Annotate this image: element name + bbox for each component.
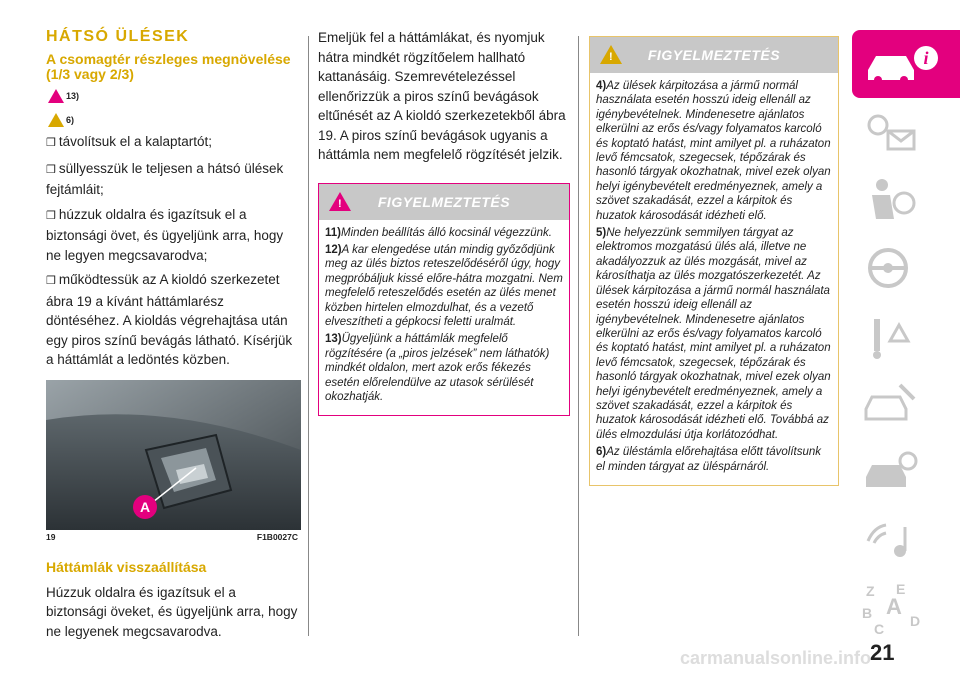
subsection-title-2: Háttámlák visszaállítása [46, 558, 207, 575]
svg-text:D: D [910, 613, 921, 629]
car-spec-icon [860, 447, 920, 497]
sidebar-item-safety[interactable] [850, 166, 960, 234]
svg-text:i: i [923, 48, 929, 68]
warning-item: 6)Az üléstámla előrehajtása előtt távolítsunk el minden tárgyat az üléspárnáról. [596, 446, 822, 473]
subsection-title: A csomagtér részleges megnövelése (1/3 vagy 2/3) [46, 51, 291, 82]
warning-item: 12)A kar elengedése után mindig győződjünk meg az ülés biztos reteszelődéséről úgy, hogy megpróbáljuk kissé előre-hátra mozgatni. Nem megfelelő reteszelődés esetén az ülés menet közben hirtelen elmozdulhat, és a vezető elveszítheti a gépkocsi feletti uralmát. [325, 243, 563, 328]
svg-text:Z: Z [866, 583, 875, 599]
figure-number: 19 [46, 531, 56, 542]
warning-header: ! FIGYELMEZTETÉS [590, 37, 838, 73]
airbag-icon [860, 175, 920, 225]
figure-code: F1B0027C [256, 531, 298, 542]
page-number: 21 [870, 640, 895, 665]
warning-box [318, 183, 570, 417]
sidebar-item-specifications[interactable] [850, 438, 960, 506]
checkbox-bullet-icon: ❒ [46, 163, 59, 176]
caution-triangle-icon [48, 113, 64, 127]
car-info-icon [862, 40, 942, 88]
seat-release-illustration [46, 380, 301, 530]
warning-item: 11)Minden beállítás álló kocsinál végezzünk. [325, 226, 552, 239]
warning-title: FIGYELMEZTETÉS [647, 47, 781, 63]
figure-label-a: A [139, 498, 151, 515]
checkbox-bullet-icon: ❒ [46, 275, 59, 287]
chapter-sidebar [850, 30, 960, 642]
svg-text:C: C [874, 621, 885, 636]
sidebar-item-index[interactable] [850, 574, 960, 642]
sidebar-item-starting[interactable] [850, 234, 960, 302]
figure-19 [46, 380, 301, 530]
column-divider [308, 36, 309, 636]
warning-triangle-icon [48, 89, 64, 103]
sidebar-item-emergency[interactable] [850, 302, 960, 370]
warning-item: 4)Az ülések kárpitozása a jármű normál használata esetén hosszú ideig ellenáll az igénybevételnek. Mindenesetre ajánlatos elkerülni az erős és/vagy folyamatos karcoló és koptató hatást, mint amilyet pl. a ruházaton levő fémcsatok, szegecsek, tépőzárak és hasonló tárgyak okozhatnak, mivel ezek olyan helyi igénybevételt eredményeznek, amely a szövet szakadását, ezzel a kárpitok és huzatok károsodását idézheti elő. [596, 80, 831, 222]
warning-lights-icon [860, 107, 920, 157]
index-icon [860, 580, 930, 636]
warning-title: FIGYELMEZTETÉS [377, 193, 511, 210]
checkbox-bullet-icon: ❒ [46, 137, 59, 149]
paragraph: Emeljük fel a háttámlákat, és nyomjuk hátra mindkét rögzítőelem hallható kattanásáig. Szemrevételezéssel ellenőrizzük a piros színű bevágások eltűnését az A kioldó szerkezetekből ábra 19. A piros színű bevágások ugyanis a háttámla nem megfelelő rögzítését jelzik. [318, 30, 566, 162]
checkbox-bullet-icon: ❒ [46, 209, 59, 222]
section-title: HÁTSÓ ÜLÉSEK [46, 28, 190, 45]
warning-item: 5)Ne helyezzünk semmilyen tárgyat az elektromos mozgatású ülés alá, illetve ne akadályozzuk az ülés mozgását, mivel az károsíthatja az ülés mozgatószerkezetét. Az ülések kárpitozása a jármű normál használata esetén hosszú ideig ellenáll az igénybevételnek. Mindenesetre ajánlatos elkerülni az erős és/vagy folyamatos karcoló és koptató hatást, mint amilyet pl. a ruházaton levő fémcsatok, szegecsek, tépőzárak és hasonló tárgyak okozhatnak, mivel ezek olyan helyi igénybevételt eredményeznek, amely a szövet szakadását, ezzel a kárpitok és huzatok károsodását idézheti elő. Továbbá az ülés elmozdulási útja korlátozódhat. [596, 227, 831, 441]
svg-text:E: E [896, 581, 906, 597]
warning-box [589, 36, 839, 486]
right-column [589, 36, 839, 486]
warning-header: ! FIGYELMEZTETÉS [319, 184, 569, 220]
sidebar-item-car-info[interactable] [852, 30, 960, 98]
sidebar-item-warning-lights[interactable] [850, 98, 960, 166]
paragraph-2: Húzzuk oldalra és igazítsuk el a biztonsági öveket, és ügyeljünk arra, hogy ne legyenek megcsavarodva. [46, 584, 298, 639]
figure-caption [46, 532, 298, 542]
bullet-item: ❒ húzzuk oldalra és igazítsuk el a biztonsági övet, és ügyeljünk arra, hogy ne legyen megcsavarodva; [46, 206, 284, 263]
bullet-item: ❒ távolítsuk el a kalaptartót; [46, 134, 213, 149]
car-service-icon [860, 379, 920, 429]
svg-text:A: A [886, 594, 902, 619]
breakdown-icon [860, 311, 920, 361]
warning-ref-13: 13) [48, 88, 298, 104]
steering-wheel-icon [860, 243, 920, 293]
warning-body [590, 73, 838, 485]
column-divider [578, 36, 579, 636]
middle-column [318, 28, 570, 416]
bullet-item: ❒ süllyesszük le teljesen a hátsó ülések fejtámláit; [46, 160, 284, 197]
warning-body [319, 220, 569, 416]
bullet-item: ❒ működtessük az A kioldó szerkezetet ábra 19 a kívánt háttámlarész döntéséhez. A kioldás végrehajtása után egy piros színű bevágás látható. Kísérjük a háttámlát a ledöntés közben. [46, 272, 293, 367]
multimedia-icon [860, 515, 920, 565]
warning-item: 13)Ügyeljünk a háttámlák megfelelő rögzítésére (a „piros jelzések” nem láthatók) mindkét oldalon, mert azok erős fékezés esetén előrelendülve az utasok sérülését okozhatják. [325, 333, 550, 403]
watermark: carmanualsonline.info [680, 648, 872, 668]
sidebar-item-multimedia[interactable] [850, 506, 960, 574]
warning-ref-6: 6) [48, 112, 298, 128]
sidebar-item-service[interactable] [850, 370, 960, 438]
svg-text:B: B [862, 605, 873, 621]
left-column [46, 28, 298, 646]
